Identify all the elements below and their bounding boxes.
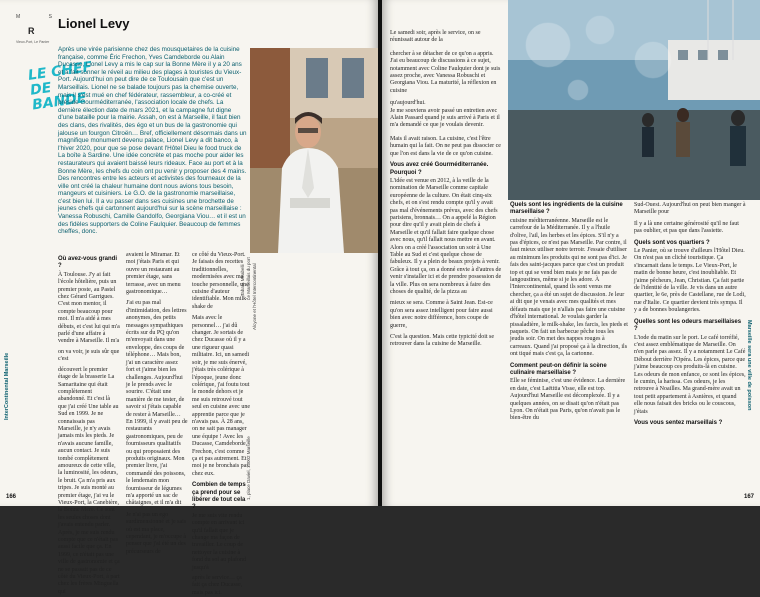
left-col-2 — [126, 252, 188, 556]
paragraph: L'iode du matin sur le port. Le café torréfié, c'est assez emblématique de Marseille. On n'en parle pas assez. Il y a notamment Le Café Débout derrière l'Opéra. Les épices, parce que j'aime beaucoup ces produits-là en cuisine. Les odeurs de mon enfance, ce sont les épices, le cumin, la harissa. Ces odeurs, je les retrouve à Noailles. Ma grand-mère avait un tout petit appartement à Asnières, et quand elle nous faisait des bricks ou le couscous, j'étais — [634, 334, 746, 415]
question: Combien de temps ça prend pour se libérer de tout cela ? — [192, 482, 246, 511]
paragraph: C'est la question. Mais cette typicité doit se retrouver dans la cuisine de Marseille. — [390, 334, 495, 348]
right-page — [382, 0, 760, 506]
paragraph: Mais avec le personnel… j'ai dû changer. Je sortais de chez Ducasse où il y a une rigueur quasi militaire. Ici, un samedi soir, je me suis énervé, j'étais très colérique à l'époque, jeune donc colérique, j'ai foutu tout le monde dehors et je me suis retrouvé tout seul en cuisine avec une apprentie parce que je n'avais pas. À 28 ans, on ne sait pas manager une équipe ! Avec les Ducasse, Camdeborde, Frechon, c'est comme ça et pas autrement. Et moi je ne bronchais pas chez eux. — [192, 315, 250, 477]
question: Où avez-vous grandi ? — [58, 256, 118, 270]
paragraph: découvert le premier étage de la brasserie La Samaritaine qui était complètement abandonné. Et c'est là que j'ai créé Une table au Sud en 1999. Je ne connaissais pas Marseille, je n'y avais jamais mis les pieds. Je n'avais aucune famille, aucun contact. Je suis tombé complètement amoureux de cette ville, la luminosité, les odeurs, le bruit. Ça m'a pris aux tripes. Je suis monté au premier étage, j'ai vu le Vieux-Port, la Canebière, la Bonne Mère. Ce sont les seules choses dont j'avais entendu parler. Après, je me suis rendu compte que ce n'était pas aussi facile que ça. En 1999, ce n'était pas une ville de gastronomie et ça ne se passait pas de ce côté du Vieux-Port, à part chez les frères Minguella qui — [58, 366, 120, 595]
paragraph: Je n'ai pas un ego surdimensionné et je sais où est ma place, cependant, je m'occupe à penser que j'ai été un des précurseurs de — [126, 511, 187, 555]
right-col-3 — [634, 202, 746, 428]
question: Vous vous sentez marseillais ? — [634, 419, 723, 426]
logo-subtitle: Vieux-Port, Le Panier — [16, 40, 50, 44]
headline: LE CHEF DE BANDE — [27, 58, 94, 114]
chef-photo — [250, 48, 378, 253]
vertical-section: InterContinental Marseille — [4, 352, 10, 420]
question: Comment peut-on définir la scène culinaire marseillaise ? — [510, 362, 607, 376]
paragraph: En 1999, il y avait peu de restaurants gastronomiques, peu de fournisseurs qualitatifs ou qui proposaient des produits originaux. Mon premier livre, j'ai commandé des poissons, le lendemain mon fournisseur de légumes m'a apporté un sac de châtaignes, et il m'a dit — [126, 418, 188, 507]
paragraph: Il y a là une certaine générosité qu'il ne faut pas oublier, et pas que dans l'assiette. — [634, 220, 739, 235]
question: Quelles sont les odeurs marseillaises ? — [634, 318, 742, 333]
paragraph: Je me suis vite rendu compte en arrivant ici qu'il fallait que je change ma façon de travailler. Le coup de nettoyer la cuisine à fond du sol au plafond jusqu'à — [192, 512, 246, 571]
question: Vous avez créé Gourméditerranée. Pourquoi ? — [390, 162, 489, 176]
chef-name: Lionel Levy — [58, 16, 130, 31]
chef-photo-svg — [250, 48, 378, 253]
paragraph: après le service… ça fait ça chez Ducasse, mais pas ici. — [192, 575, 243, 596]
paragraph: Je me souviens avoir passé un entretien avec Alain Passard quand je suis arrivé à Paris et il m'a demandé ce que je voulais devenir. — [390, 107, 500, 129]
paragraph: chercher à se détacher de ce qu'on a appris. J'ai eu beaucoup de discussions à ce sujet, notamment avec Coline Faulquier dont je suis assez proche, avec Vanessa Robuschi et Georgiana Viou. La maturité, la réflexion en cuisine — [390, 50, 501, 94]
paragraph: cuisine méditerranéenne. Marseille est le carrefour de la Méditerranée. Il y a l'huile d'olive, l'ail, les herbes et les épices. S'il n'y a pas d'épices, ce n'est pas Marseille. Par contre, il faut mieux utiliser notre terroir. J'essaie d'utiliser au minimum les produits qui ne sont pas d'ici. Je fais des saint-jacques parce que c'est un produit top et qui se vend bien mais je ne fais pas de langoustines, même si je les adore. À l'Intercontinental, quand ils sont venus me chercher, ça a été un sujet de discussion. Je leur ai dit que je venais avec mes qualités et mes défauts mais que je n'allais pas faire une cuisine d'hôtel international. Je voulais garder la pissaladière, le milk-shake, les farcis, les pieds et paquets. On fait un barbecue pêche tous les jeudis soir. On met des nappes rouges à carreaux. Quand j'ai proposé ça à la direction, ils ont tiqué mais c'est ça, la cartonne. — [510, 217, 628, 358]
logo-corner-right: S — [48, 14, 52, 20]
right-col-2 — [510, 202, 628, 423]
paragraph: qu'aujourd'hui. — [390, 100, 426, 107]
paragraph: mieux se sera. Comme à Saint Jean. Est-ce qu'on sera assez intelligent pour faire aussi bien avec notre différence, hors coupe de guerre, — [390, 300, 493, 329]
left-folio: 166 — [6, 494, 17, 500]
question: Quels sont vos quartiers ? — [634, 239, 710, 246]
paragraph: Sud-Ouest. Aujourd'hui on peut bien manger à Marseille pour — [634, 202, 746, 216]
logo — [16, 14, 52, 54]
logo-mark: R — [28, 26, 35, 36]
left-page — [0, 0, 378, 596]
vertical-address: 1, place Daviel, 13002 Marseille — [246, 436, 251, 500]
paragraph: Mais il avait raison. La cuisine, c'est l'être humain qui la fait. On ne peut pas dissocier ce que l'on est dans la vie de ce qu'on cuisine. — [390, 135, 501, 157]
place-line2: Alcyone et l'Hôtel Intercontinental — [252, 263, 257, 330]
paragraph: L'idée est venue en 2012, à la veille de la nomination de Marseille comme capitale européenne de la culture. On était cinq-six chefs, et on s'est rendu compte qu'il y avait pas mal d'événements prévus, avec des chefs parisiens, bronnais… On a appelé la Région pour dire qu'il y avait plein de chefs à Marseille et qu'il fallait faire quelque chose avec nous, qu'il fallait nous mettre en avant. Alors on a créé l'association un soir à Une Table au Sud et c'est quelque chose de fabuleux. Il y a plein de beaux projets à venir. Grâce à tout ça, on a donné envie à d'autres de venir s'installer ici et de prendre possession de la ville. Plus on sera nombreux à faire des choses de qualité, de la pizza au — [390, 177, 502, 295]
harbor-photo — [508, 0, 760, 200]
place-line1: Le Marseillais du port — [246, 257, 251, 300]
logo-corner-left: M — [16, 14, 21, 20]
paragraph: ce côté du Vieux-Port. Je faisais des recettes traditionnelles, modernisées avec ma touche personnelle, une cuisine d'auteur identifiable. Mon milk-shake de — [192, 252, 249, 310]
paragraph: À Toulouse. J'y ai fait l'école hôtelière, puis un premier poste, au Pastel chez Gérard Garrigues. C'est mon mentor, il compte beaucoup pour moi. Il m'a aidé à mes débuts, et c'est lui qui m'a parlé d'une affaire à vendre à Marseille. Il m'a — [58, 271, 120, 345]
paragraph: on va voir, je suis sûr que c'est — [58, 348, 120, 363]
photo-credit: Tabata Mirabelli — [240, 264, 245, 296]
paragraph: Elle se féminise, c'est une évidence. La dernière en date, c'est Laëtitia Visse, elle est top. Aujourd'hui Marseille est décomplexée. Il y a quelques années, on se disait qu'on n'était pas Lyon. On n'était pas Paris, qu'on n'avait pas le bien-être du — [510, 378, 626, 422]
paragraph: J'ai eu pas mal d'intimidation, des lettres anonymes, des petits messages sympathiques écrits sur du PQ qu'on m'envoyait dans une enveloppe, des coups de téléphone… Mais bon, j'ai un caractère assez fort et j'aime bien les challenges. Aujourd'hui je le prends avec le sourire. C'était une manière de me tester, de savoir si j'étais capable de rester à Marseille… — [126, 300, 187, 418]
right-folio: 167 — [743, 494, 754, 500]
lead-paragraph: Après une virée parisienne chez des mousquetaires de la cuisine française, comme Éric Frechon, Yves Camdeborde ou Alain Ducasse, Lionel Levy a mis le cap sur la Bonne Mère il y a 20 ans et a fait sonner le réveil au milieu des plages à touristes du Vieux-Port. Aujourd'hui on peut dire de ce Toulousain que c'est un Marseillais. Lionel ne se balade toujours pas la chemise ouverte, mais il s'est mué en chef fédérateur, rassembleur, a co-créé et préside Gourméditerranée, l'association locale de chefs. La dernière élection date de mars 2021, et la campagne fut digne d'une bataille pour la mairie. Assah, on est à Marseille, il faut bien des clans, des rivalités, des égo et un bus de la gastronomie qui jalouse un fourgon Citroën… Bref, officiellement désormais dans un magnifique monument devenu palace, Lionel Levy a dit banco, à l'hiver 2020, pour que se pose devant l'Hôtel Dieu le food truck de La boîte à Sardine. Une idée concrète et pas moche pour aider les restaurateurs qui avaient baissé leurs rideaux. Face au port et à la Bonne Mère, les chefs du coin ont pu venir y proposer des 4 mains. Des rencontres entre les acteurs et activistes des fourneaux de la ville ont créé la chaleur humaine dont nous avions tous besoin, mangeurs et cuisiniers. Le G.O. de la gastronomie marseillaise, c'est bien lui. Il a vu passer dans ses cuisines une brochette de jeunes chefs qui cartonnent aujourd'hui sur la scène marseillaise : Vanessa Robuschi, Camille Gandolfo, Georgiana Viou… et il est un des fidèles supporters de Coline Faulquier. Beaucoup de femmes cheffes, donc. — [58, 46, 247, 236]
paragraph: Le Panier, où se trouve d'ailleurs l'Hôtel Dieu. On n'est pas un cliché touristique. Ça s'incarnait dans le temps. Le Vieux-Port, le matin de bonne heure, c'est inoubliable. Et j'aime pêcheurs, Jean, Christian. Ça fait partie de l'identité de la ville. Je vis dans un autre quartier, le 6e, près de Castellane, rue de Lodi, rue d'Italie. Ce quartier devient très sympa. Il y a de bonnes boulangeries. — [634, 248, 746, 314]
question: Quels sont les ingrédients de la cuisine marseillaise ? — [510, 202, 623, 216]
left-col-3 — [192, 252, 250, 597]
left-col-1 — [58, 252, 120, 596]
right-col-1 — [390, 30, 502, 349]
harbor-photo-svg — [508, 0, 760, 200]
right-vertical-section: Marseille sera une ville de poisson — [746, 320, 752, 411]
paragraph: avaient le Miramar. Et moi j'étais Paris et qui ouvre un restaurant au premier étage, sans terrasse, avec un menu gastronomique… — [126, 252, 181, 296]
paragraph: Le samedi soir, après le service, on se réunissait autour de la — [390, 30, 481, 44]
